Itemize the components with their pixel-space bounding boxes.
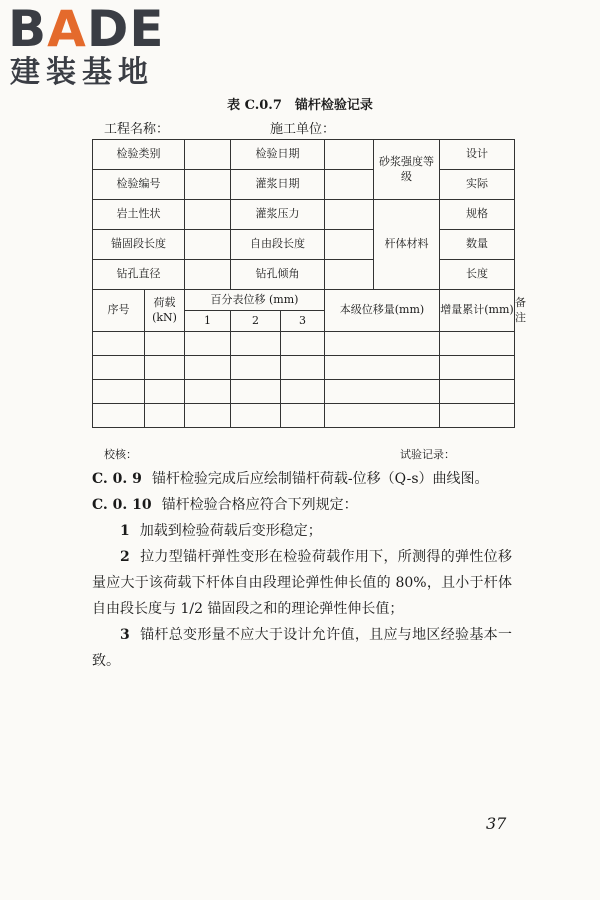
clause-c010: C. 0. 10 锚杆检验合格应符合下列规定：	[92, 497, 358, 513]
cell-spec: 规格	[440, 200, 515, 230]
page-number: 37	[486, 814, 507, 833]
table-caption: 表 C.0.7 锚杆检验记录	[227, 98, 373, 113]
cell-grouting-date: 灌浆日期	[231, 170, 325, 200]
cell-value	[325, 230, 374, 260]
cell-inspection-type: 检验类别	[93, 140, 185, 170]
header-cumulative: 增量累计(mm)	[440, 290, 515, 332]
cell-anchor-length: 锚固段长度	[93, 230, 185, 260]
cell-grouting-pressure: 灌浆压力	[231, 200, 325, 230]
logo-subtitle: 建装基地	[10, 55, 154, 90]
cell-value	[325, 260, 374, 290]
clause-item-1: 1 加载到检验荷载后变形稳定；	[120, 523, 322, 539]
cell-hole-angle: 钻孔倾角	[231, 260, 325, 290]
cell-value	[325, 200, 374, 230]
cell-soil-nature: 岩土性状	[93, 200, 185, 230]
construction-unit-label: 施工单位：	[270, 122, 336, 137]
cell-free-length: 自由段长度	[231, 230, 325, 260]
cell-value	[185, 230, 231, 260]
header-dial-3: 3	[281, 311, 325, 332]
cell-value	[185, 140, 231, 170]
cell-mortar-grade: 砂浆强度等级	[374, 140, 440, 200]
cell-quantity: 数量	[440, 230, 515, 260]
cell-value	[185, 260, 231, 290]
checker-label: 校核：	[104, 448, 137, 461]
header-seq: 序号	[93, 290, 145, 332]
bade-logo	[8, 0, 188, 96]
logo-wordmark: BADE	[8, 0, 165, 58]
header-dial-1: 1	[185, 311, 231, 332]
header-load: 荷载(kN)	[145, 290, 185, 332]
clause-c09: C. 0. 9 锚杆检验完成后应绘制锚杆荷载-位移（Q-s）曲线图。	[92, 471, 489, 487]
cell-rod-material: 杆体材料	[374, 200, 440, 290]
cell-value	[185, 170, 231, 200]
header-level-displacement: 本级位移量(mm)	[325, 290, 440, 332]
cell-value	[185, 200, 231, 230]
recorder-label: 试验记录：	[400, 448, 455, 461]
cell-inspection-date: 检验日期	[231, 140, 325, 170]
cell-value	[325, 170, 374, 200]
header-dial-displacement: 百分表位移 (mm)	[185, 290, 325, 311]
project-name-label: 工程名称：	[104, 122, 170, 137]
clause-item-2: 2 拉力型锚杆弹性变形在检验荷载作用下，所测得的弹性位移量应大于该荷载下杆体自由段理论弹性伸长值的 80%，且小于杆体自由段长度与 1/2 锚固段之和的理论弹性伸长值；	[92, 549, 512, 617]
cell-value	[325, 140, 374, 170]
clause-item-3: 3 锚杆总变形量不应大于设计允许值，且应与地区经验基本一致。	[92, 627, 512, 669]
cell-hole-diameter: 钻孔直径	[93, 260, 185, 290]
cell-inspection-no: 检验编号	[93, 170, 185, 200]
cell-design: 设计	[440, 140, 515, 170]
cell-actual: 实际	[440, 170, 515, 200]
header-dial-2: 2	[231, 311, 281, 332]
anchor-inspection-table: 检验类别 检验日期 砂浆强度等级 设计 检验编号 灌浆日期 实际 岩土性状 灌浆压力 杆体材料 规格 锚固段长度 自由段长度 数量 钻孔直径 钻孔倾角 长度 序号 荷载(kN) 百分表位移 (mm) 本级位移量(mm) 增量累计(mm) 备注 1 2 3	[92, 139, 515, 428]
cell-length: 长度	[440, 260, 515, 290]
